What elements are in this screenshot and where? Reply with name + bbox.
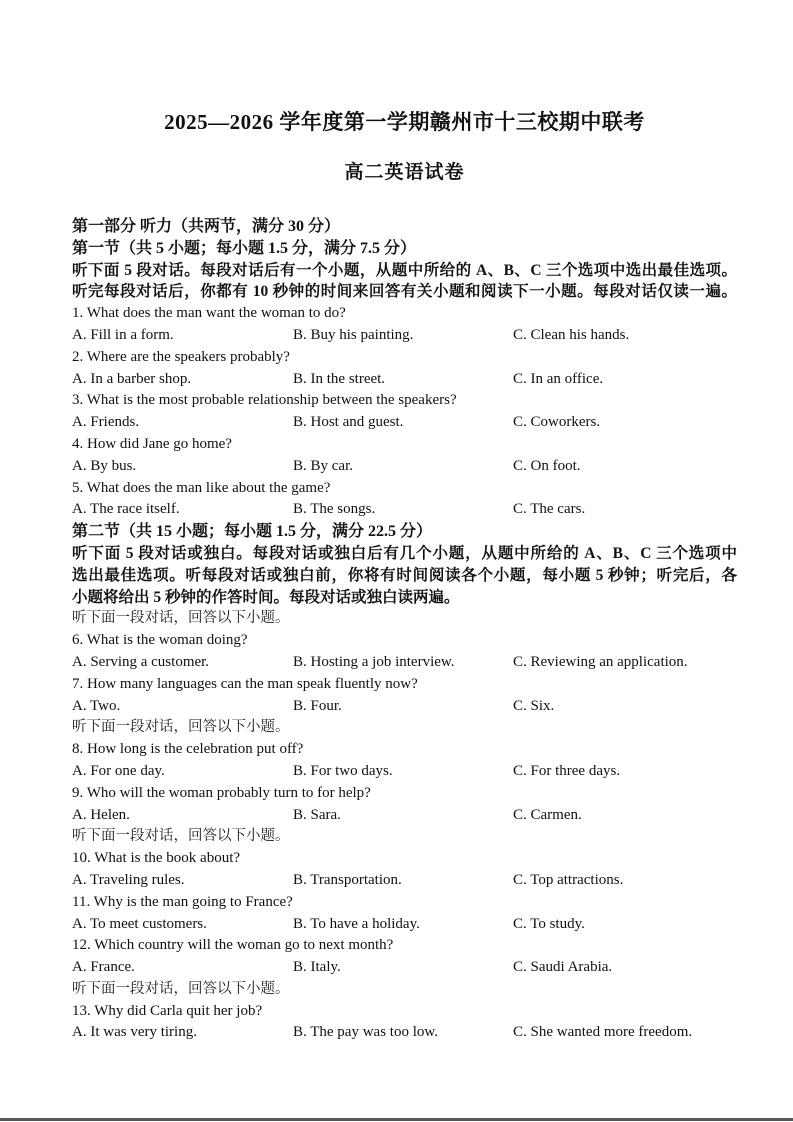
option-b: B. The songs. bbox=[293, 501, 376, 518]
option-b: B. For two days. bbox=[293, 762, 393, 779]
option-b: B. Buy his painting. bbox=[293, 326, 414, 343]
option-c: C. Reviewing an application. bbox=[513, 653, 688, 670]
option-a: A. Friends. bbox=[72, 414, 140, 431]
option-a: A. Two. bbox=[72, 697, 121, 714]
exam-subtitle: 高二英语试卷 bbox=[344, 162, 465, 183]
question-stem: 13. Why did Carla quit her job? bbox=[72, 1002, 263, 1019]
question-stem: 10. What is the book about? bbox=[72, 850, 241, 867]
option-c: C. The cars. bbox=[513, 501, 586, 518]
instruction-line: 小题将给出 5 秒钟的作答时间。每段对话或独白读两遍。 bbox=[72, 588, 460, 606]
option-c: C. In an office. bbox=[513, 370, 604, 387]
question-stem: 12. Which country will the woman go to next month? bbox=[72, 937, 394, 954]
option-a: A. Fill in a form. bbox=[72, 326, 174, 343]
page-bottom-border bbox=[0, 1118, 793, 1121]
exam-title: 2025—2026 学年度第一学期赣州市十三校期中联考 bbox=[164, 110, 645, 134]
option-b: B. To have a holiday. bbox=[293, 915, 420, 932]
option-b: B. By car. bbox=[293, 457, 353, 474]
options-row bbox=[72, 696, 737, 718]
section-heading: 第一部分 听力（共两节，满分 30 分） bbox=[72, 218, 341, 235]
listening-cue: 听下面一段对话，回答以下小题。 bbox=[72, 610, 290, 627]
option-c: C. Six. bbox=[513, 697, 555, 714]
options-row bbox=[72, 914, 737, 936]
option-c: C. For three days. bbox=[513, 762, 621, 779]
option-b: B. In the street. bbox=[293, 370, 386, 387]
question-stem: 7. How many languages can the man speak fluently now? bbox=[72, 675, 418, 692]
section-instructions bbox=[72, 260, 737, 304]
instruction-line: 听下面 5 段对话或独白。每段对话或独白后有几个小题，从题中所给的 A、B、C 三个选项中 bbox=[72, 544, 737, 562]
options-row bbox=[72, 1022, 737, 1044]
options-row bbox=[72, 369, 737, 391]
options-row bbox=[72, 652, 737, 674]
question-stem: 11. Why is the man going to France? bbox=[72, 893, 293, 910]
option-b: B. Host and guest. bbox=[293, 414, 404, 431]
question-stem: 9. Who will the woman probably turn to for help? bbox=[72, 784, 371, 801]
option-c: C. She wanted more freedom. bbox=[513, 1024, 693, 1041]
option-a: A. France. bbox=[72, 959, 135, 976]
instruction-line: 选出最佳选项。听每段对话或独白前，你将有时间阅读各个小题，每小题 5 秒钟；听完后，各 bbox=[72, 566, 737, 584]
question-stem: 2. Where are the speakers probably? bbox=[72, 348, 290, 365]
option-b: B. Transportation. bbox=[293, 871, 402, 888]
options-row bbox=[72, 957, 737, 979]
page-content bbox=[72, 0, 737, 1044]
section-instructions bbox=[72, 543, 737, 608]
question-stem: 1. What does the man want the woman to do? bbox=[72, 305, 346, 322]
options-row bbox=[72, 805, 737, 827]
listening-cue: 听下面一段对话，回答以下小题。 bbox=[72, 980, 290, 997]
listening-cue: 听下面一段对话，回答以下小题。 bbox=[72, 719, 290, 736]
exam-body bbox=[72, 216, 737, 1044]
option-c: C. Clean his hands. bbox=[513, 326, 630, 343]
options-row bbox=[72, 870, 737, 892]
listening-cue: 听下面一段对话，回答以下小题。 bbox=[72, 828, 290, 845]
option-a: A. For one day. bbox=[72, 762, 165, 779]
option-c: C. To study. bbox=[513, 915, 585, 932]
option-a: A. To meet customers. bbox=[72, 915, 207, 932]
option-a: A. The race itself. bbox=[72, 501, 180, 518]
question-stem: 8. How long is the celebration put off? bbox=[72, 741, 304, 758]
option-a: A. In a barber shop. bbox=[72, 370, 192, 387]
instruction-line: 听下面 5 段对话。每段对话后有一个小题，从题中所给的 A、B、C 三个选项中选出最佳选项。 bbox=[72, 261, 737, 279]
option-b: B. Sara. bbox=[293, 806, 341, 823]
question-stem: 5. What does the man like about the game? bbox=[72, 479, 331, 496]
option-c: C. Carmen. bbox=[513, 806, 582, 823]
option-a: A. It was very tiring. bbox=[72, 1024, 197, 1041]
question-stem: 3. What is the most probable relationship between the speakers? bbox=[72, 392, 457, 409]
options-row bbox=[72, 499, 737, 521]
option-c: C. Top attractions. bbox=[513, 871, 624, 888]
question-stem: 6. What is the woman doing? bbox=[72, 632, 248, 649]
options-row bbox=[72, 761, 737, 783]
section-heading: 第一节（共 5 小题；每小题 1.5 分，满分 7.5 分） bbox=[72, 239, 417, 257]
option-b: B. Four. bbox=[293, 697, 342, 714]
option-b: B. The pay was too low. bbox=[293, 1024, 438, 1041]
option-c: C. Coworkers. bbox=[513, 414, 601, 431]
options-row bbox=[72, 456, 737, 478]
option-a: A. Serving a customer. bbox=[72, 653, 210, 670]
option-a: A. By bus. bbox=[72, 457, 137, 474]
options-row bbox=[72, 325, 737, 347]
instruction-line: 听完每段对话后，你都有 10 秒钟的时间来回答有关小题和阅读下一小题。每段对话仅读一遍。 bbox=[72, 283, 737, 301]
option-b: B. Italy. bbox=[293, 959, 341, 976]
option-a: A. Helen. bbox=[72, 806, 130, 823]
option-c: C. Saudi Arabia. bbox=[513, 959, 613, 976]
option-a: A. Traveling rules. bbox=[72, 871, 185, 888]
section-heading: 第二节（共 15 小题；每小题 1.5 分，满分 22.5 分） bbox=[72, 523, 433, 541]
option-c: C. On foot. bbox=[513, 457, 581, 474]
options-row bbox=[72, 412, 737, 434]
option-b: B. Hosting a job interview. bbox=[293, 653, 455, 670]
question-stem: 4. How did Jane go home? bbox=[72, 435, 232, 452]
